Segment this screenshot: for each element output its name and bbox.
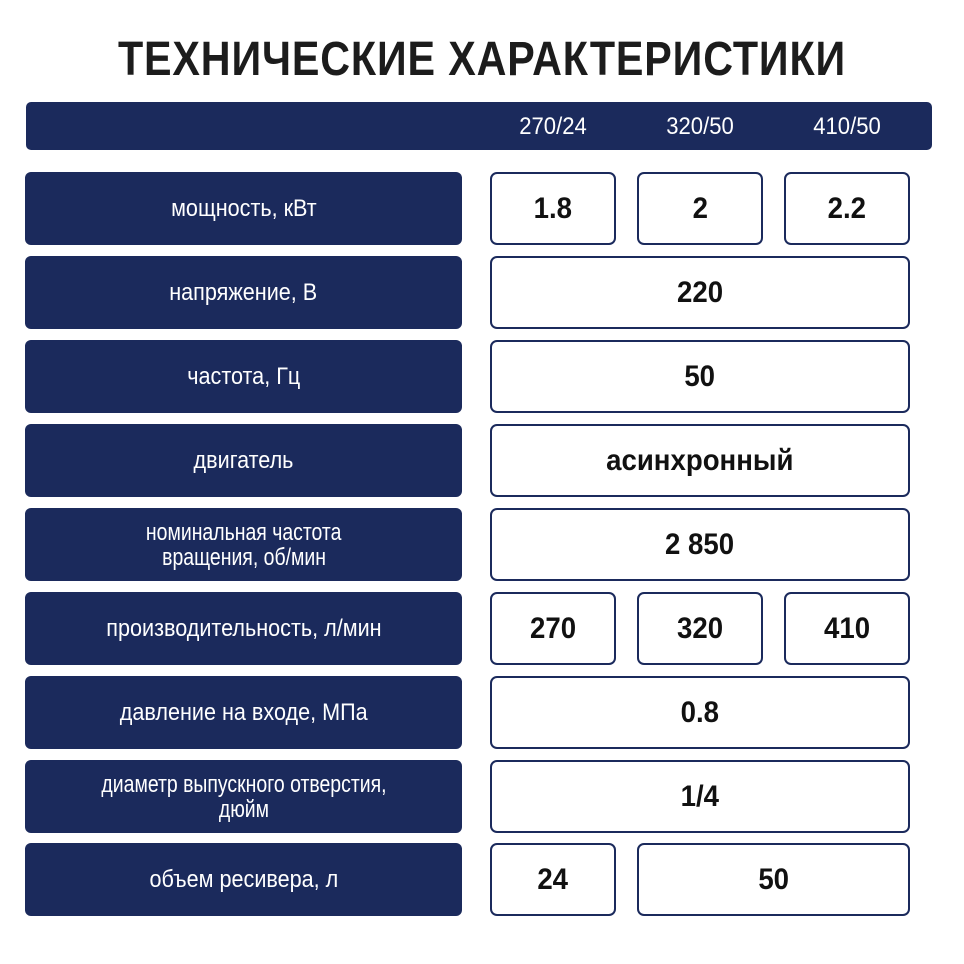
capacity-value-text: 410 <box>823 611 871 645</box>
capacity-value-270-24 <box>490 592 616 665</box>
label-inlet-pressure <box>25 676 462 749</box>
power-value-410-50 <box>784 172 910 245</box>
models-header <box>26 102 932 150</box>
label-outlet-diameter-text <box>85 772 402 822</box>
receiver-value-24 <box>490 843 616 916</box>
label-frequency <box>25 340 462 413</box>
label-engine <box>25 424 462 497</box>
capacity-value-410-50 <box>784 592 910 665</box>
power-value-320-50 <box>637 172 763 245</box>
power-value-text: 1.8 <box>533 191 573 225</box>
label-voltage <box>25 256 462 329</box>
capacity-value-text: 270 <box>529 611 577 645</box>
label-rpm-line2: вращения, об/мин <box>161 543 326 571</box>
voltage-value <box>490 256 910 329</box>
receiver-value-text: 50 <box>758 862 789 896</box>
rpm-value-text: 2 850 <box>665 527 735 561</box>
label-rpm-text <box>135 520 352 570</box>
label-voltage-text: напряжение, В <box>169 279 318 306</box>
capacity-value-text: 320 <box>676 611 724 645</box>
label-rpm <box>25 508 462 581</box>
label-capacity <box>25 592 462 665</box>
frequency-value-text: 50 <box>684 359 716 393</box>
power-value-text: 2.2 <box>827 191 867 225</box>
label-receiver-text: объем ресивера, л <box>149 866 338 893</box>
inlet-pressure-value <box>490 676 910 749</box>
engine-value-text: асинхронный <box>606 443 794 477</box>
label-receiver <box>25 843 462 916</box>
label-outlet-diameter-line2: дюйм <box>218 795 269 823</box>
inlet-pressure-value-text: 0.8 <box>680 695 720 729</box>
voltage-value-text: 220 <box>676 275 724 309</box>
capacity-value-320-50 <box>637 592 763 665</box>
frequency-value <box>490 340 910 413</box>
label-rpm-line1: номинальная частота <box>145 518 342 546</box>
label-power-text: мощность, кВт <box>170 195 317 222</box>
outlet-diameter-value <box>490 760 910 833</box>
model-320-50: 320/50 <box>666 113 734 140</box>
engine-value <box>490 424 910 497</box>
model-270-24: 270/24 <box>519 113 587 140</box>
label-engine-text: двигатель <box>193 447 294 474</box>
label-outlet-diameter <box>25 760 462 833</box>
label-inlet-pressure-text: давление на входе, МПа <box>119 699 368 726</box>
outlet-diameter-value-text: 1/4 <box>680 779 720 813</box>
receiver-value-50 <box>637 843 910 916</box>
label-frequency-text: частота, Гц <box>186 363 300 390</box>
power-value-270-24 <box>490 172 616 245</box>
label-capacity-text: производительность, л/мин <box>105 615 382 642</box>
label-power <box>25 172 462 245</box>
power-value-text: 2 <box>692 191 708 225</box>
receiver-value-text: 24 <box>537 862 569 896</box>
label-outlet-diameter-line1: диаметр выпускного отверстия, <box>100 770 387 798</box>
page-title: ТЕХНИЧЕСКИЕ ХАРАКТЕРИСТИКИ <box>117 33 847 86</box>
rpm-value <box>490 508 910 581</box>
model-410-50: 410/50 <box>813 113 881 140</box>
